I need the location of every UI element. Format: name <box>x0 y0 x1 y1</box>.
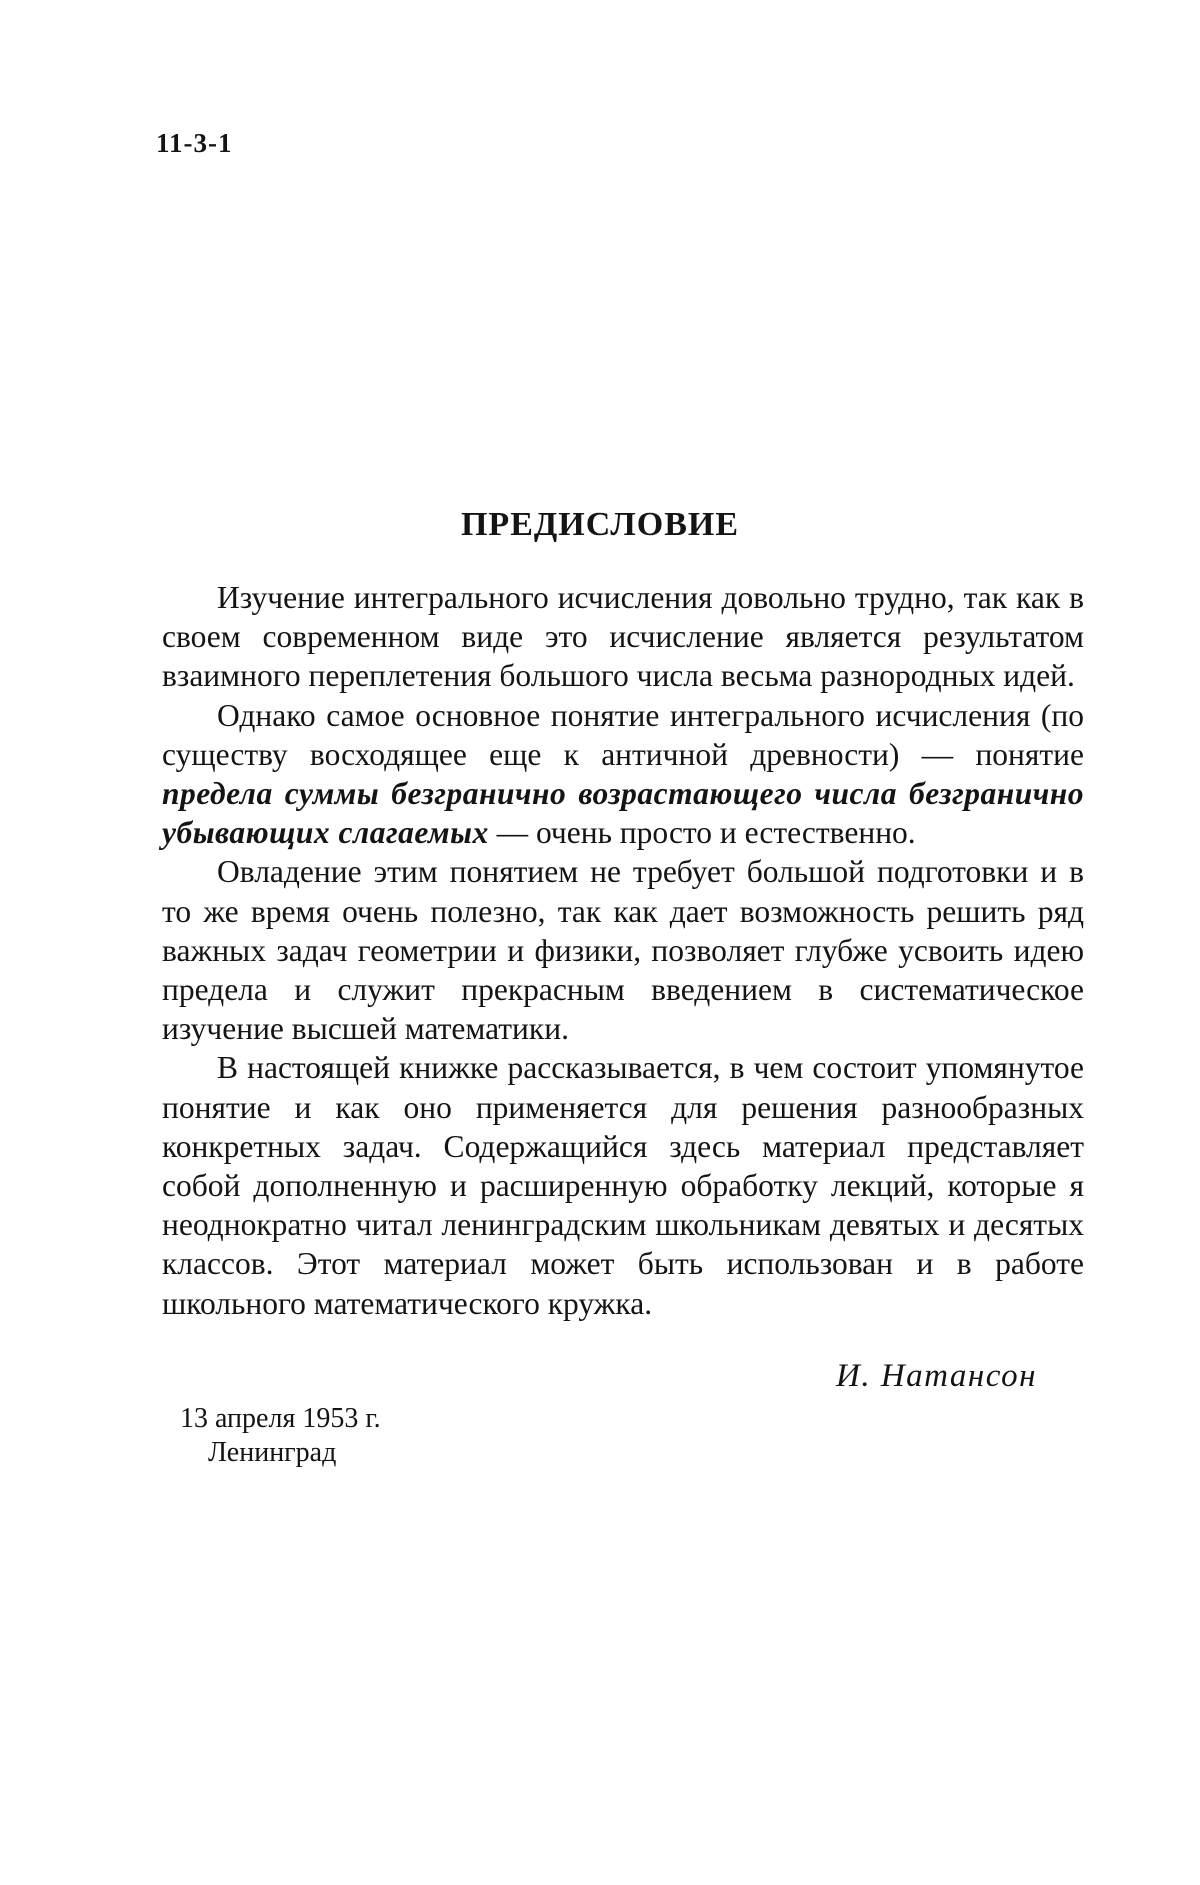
page-title: ПРЕДИСЛОВИЕ <box>460 506 740 543</box>
paragraph-2 <box>162 696 1084 853</box>
page-code: 11-3-1 <box>156 128 233 158</box>
paragraph-1: Изучение интегрального исчисления довольно трудно, так как в своем современном виде это исчисление является результатом взаимного переплетения большого числа весьма разнородных идей. <box>162 580 1084 694</box>
paragraph-2-lead: Однако самое основное понятие интегрального исчисления (по существу восходящее еще к античной древности) — понятие <box>162 697 1084 772</box>
paragraph-3: Овладение этим понятием не требует большой подготовки и в то же время очень полезно, так как дает возможность решить ряд важных задач геометрии и физики, позволяет глубже усвоить идею предела и служит прекрасным введением в систематическое изучение высшей математики. <box>162 854 1084 1047</box>
place: Ленинград <box>208 1437 337 1468</box>
paragraph-2-tail: — очень просто и естественно. <box>488 815 916 851</box>
author-signature: И. Натансон <box>836 1358 1037 1394</box>
body-text <box>162 578 1084 1323</box>
date: 13 апреля 1953 г. <box>180 1403 381 1434</box>
paragraph-4: В настоящей книжке рассказывается, в чем состоит упомянутое понятие и как оно применяется для решения разнообразных конкретных задач. Содержащийся здесь материал представляет собой дополненную и расширенную обработку лекций, которые я неоднократно читал ленинградским школьникам девятых и десятых классов. Этот материал может быть использован и в работе школьного математического кружка. <box>162 1050 1084 1321</box>
paragraph-2-emphasis: предела суммы безгранично возрастающего числа безгранично убывающих слагаемых <box>162 776 1084 851</box>
